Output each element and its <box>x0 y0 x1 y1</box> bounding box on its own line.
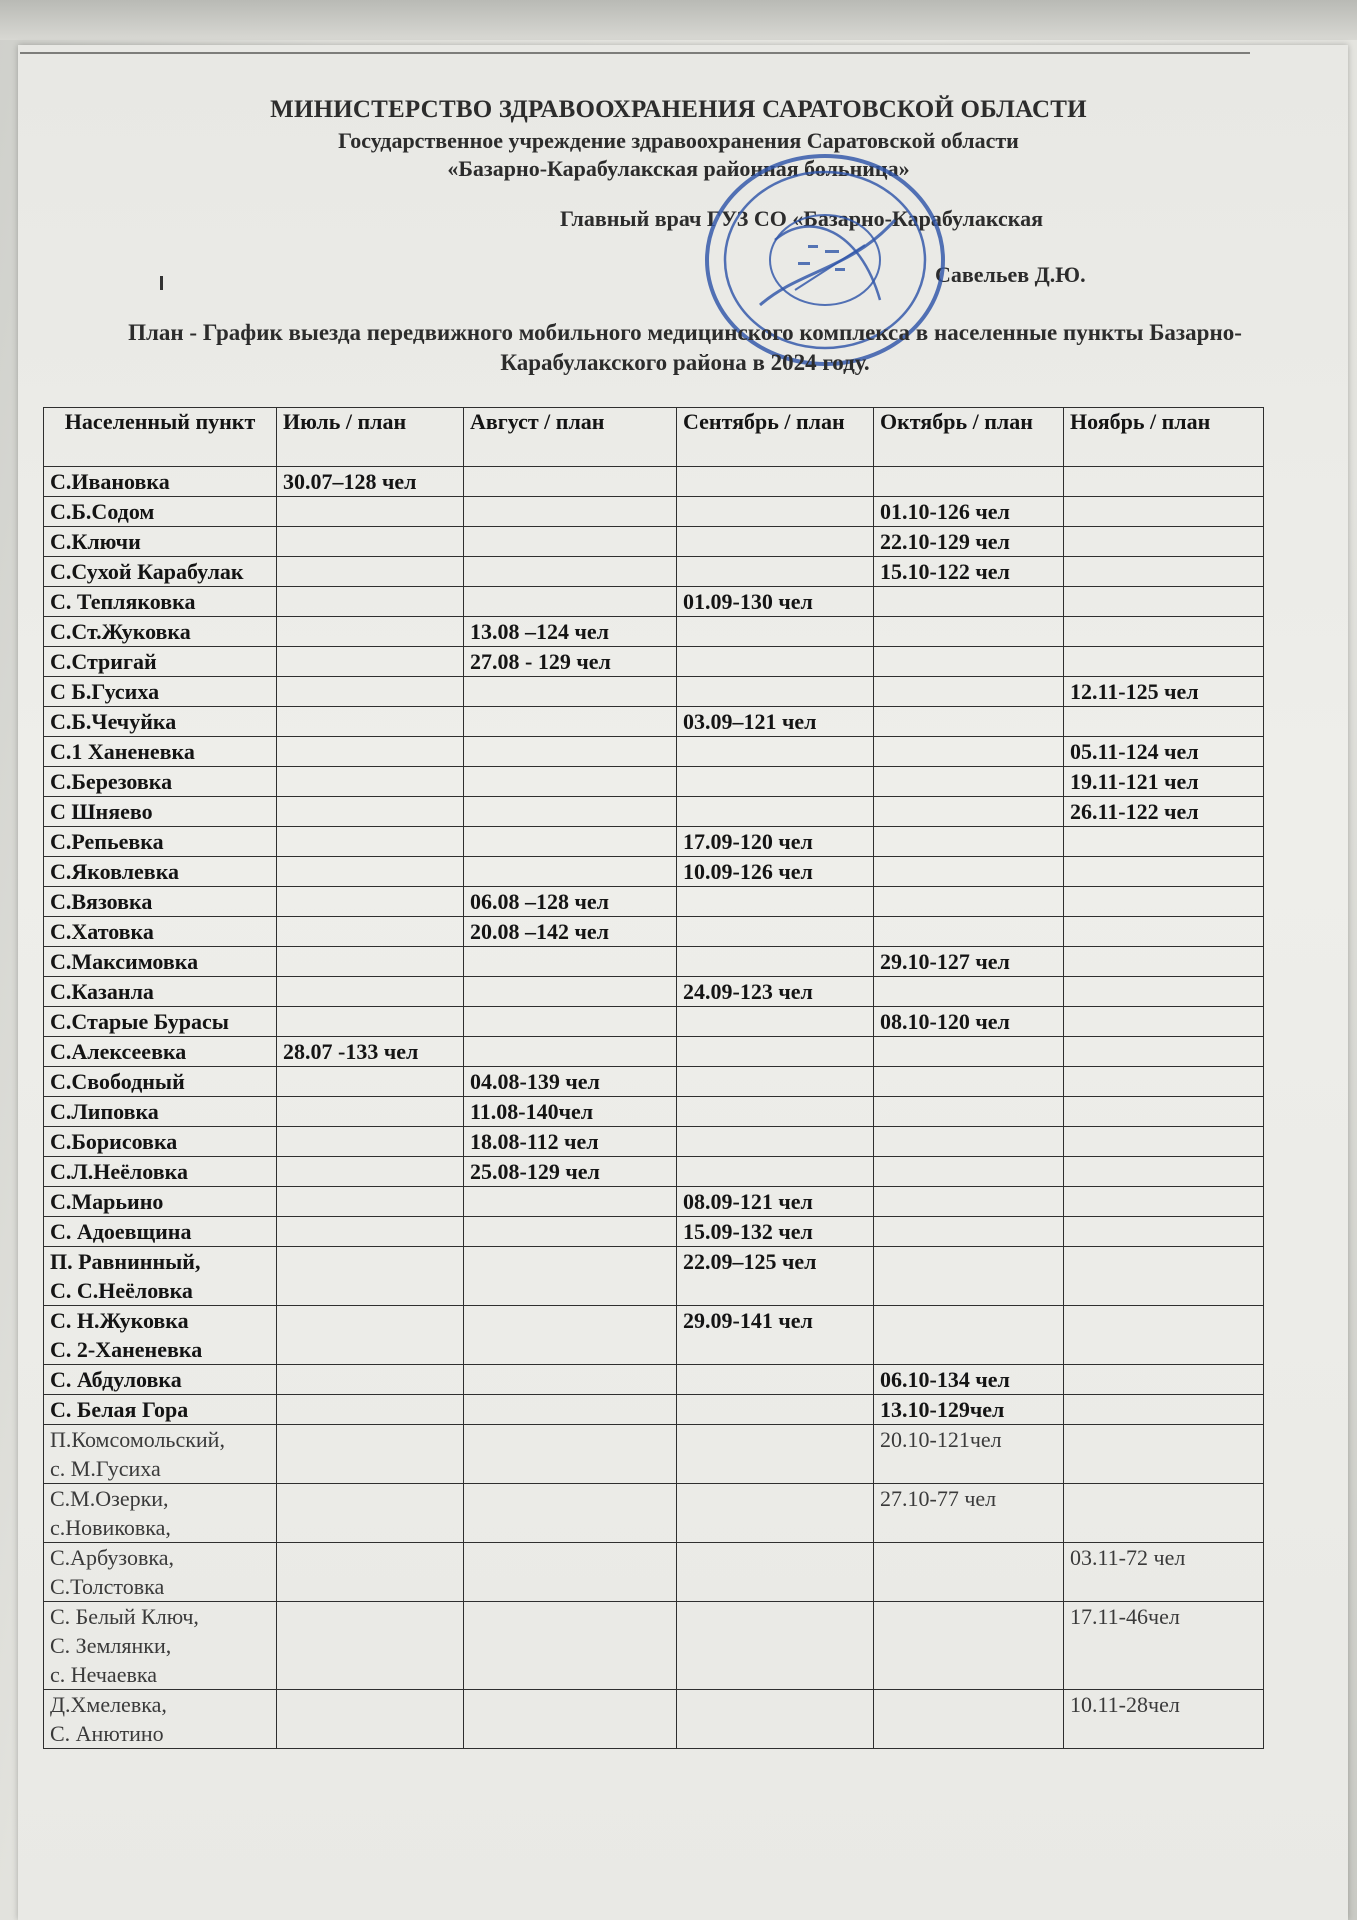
cell-november <box>1064 1217 1264 1247</box>
cell-september <box>677 557 874 587</box>
cell-november <box>1064 1187 1264 1217</box>
cell-november: 12.11-125 чел <box>1064 677 1264 707</box>
table-row <box>44 497 1264 527</box>
column-header-july: Июль / план <box>277 408 464 467</box>
cell-settlement: Д.Хмелевка, С. Анютино <box>44 1690 277 1749</box>
cell-august <box>464 767 677 797</box>
cell-august <box>464 1602 677 1690</box>
table-row <box>44 617 1264 647</box>
cell-november <box>1064 467 1264 497</box>
cell-september: 29.09-141 чел <box>677 1306 874 1365</box>
cell-settlement: П. Равнинный, С. С.Неёловка <box>44 1247 277 1306</box>
table-row <box>44 737 1264 767</box>
cell-august <box>464 587 677 617</box>
cell-november <box>1064 827 1264 857</box>
cell-september <box>677 1425 874 1484</box>
cell-november <box>1064 1484 1264 1543</box>
cell-november <box>1064 1007 1264 1037</box>
cell-august <box>464 1543 677 1602</box>
cell-october: 20.10-121чел <box>874 1425 1064 1484</box>
cell-september <box>677 1395 874 1425</box>
cell-settlement: С.Вязовка <box>44 887 277 917</box>
cell-september: 17.09-120 чел <box>677 827 874 857</box>
table-row <box>44 677 1264 707</box>
cell-october <box>874 767 1064 797</box>
cell-october <box>874 617 1064 647</box>
cell-october <box>874 1127 1064 1157</box>
table-row <box>44 1127 1264 1157</box>
cell-october <box>874 647 1064 677</box>
column-header-august: Август / план <box>464 408 677 467</box>
column-header-september: Сентябрь / план <box>677 408 874 467</box>
cell-september <box>677 1067 874 1097</box>
cell-october <box>874 1097 1064 1127</box>
table-row <box>44 1690 1264 1749</box>
top-shadow <box>0 0 1357 40</box>
cell-november <box>1064 1037 1264 1067</box>
ministry-title: МИНИСТЕРСТВО ЗДРАВООХРАНЕНИЯ САРАТОВСКОЙ ОБЛАСТИ <box>270 96 1087 123</box>
cell-august: 04.08-139 чел <box>464 1067 677 1097</box>
cell-july <box>277 827 464 857</box>
table-row <box>44 1217 1264 1247</box>
cell-settlement: С.Арбузовка, С.Толстовка <box>44 1543 277 1602</box>
table-row <box>44 797 1264 827</box>
cell-october: 22.10-129 чел <box>874 527 1064 557</box>
cell-september <box>677 497 874 527</box>
cell-september <box>677 1484 874 1543</box>
cell-august: 13.08 –124 чел <box>464 617 677 647</box>
cell-november <box>1064 1247 1264 1306</box>
table-row <box>44 1247 1264 1306</box>
cell-september <box>677 1365 874 1395</box>
table-row <box>44 1097 1264 1127</box>
cell-july: 30.07–128 чел <box>277 467 464 497</box>
cell-july: 28.07 -133 чел <box>277 1037 464 1067</box>
cell-september: 15.09-132 чел <box>677 1217 874 1247</box>
cell-settlement: С.Алексеевка <box>44 1037 277 1067</box>
cell-august: 25.08-129 чел <box>464 1157 677 1187</box>
table-row <box>44 887 1264 917</box>
cell-september <box>677 1602 874 1690</box>
table-row <box>44 1157 1264 1187</box>
cell-august: 27.08 - 129 чел <box>464 647 677 677</box>
cell-july <box>277 1067 464 1097</box>
cell-october <box>874 677 1064 707</box>
cell-september: 10.09-126 чел <box>677 857 874 887</box>
cell-november <box>1064 1097 1264 1127</box>
cell-july <box>277 917 464 947</box>
cell-october: 27.10-77 чел <box>874 1484 1064 1543</box>
cell-november <box>1064 1157 1264 1187</box>
cell-october <box>874 917 1064 947</box>
cell-july <box>277 647 464 677</box>
table-row <box>44 707 1264 737</box>
cell-settlement: С.Старые Бурасы <box>44 1007 277 1037</box>
cell-november: 10.11-28чел <box>1064 1690 1264 1749</box>
table-row <box>44 1425 1264 1484</box>
cell-october: 15.10-122 чел <box>874 557 1064 587</box>
approval-signatory: Савельев Д.Ю. <box>935 262 1086 287</box>
cell-november <box>1064 527 1264 557</box>
cell-settlement: С.Марьино <box>44 1187 277 1217</box>
table-row <box>44 977 1264 1007</box>
cell-october: 29.10-127 чел <box>874 947 1064 977</box>
table-row <box>44 587 1264 617</box>
cell-august <box>464 677 677 707</box>
cell-september <box>677 797 874 827</box>
cell-settlement: С. Адоевщина <box>44 1217 277 1247</box>
cell-settlement: С.Ст.Жуковка <box>44 617 277 647</box>
table-row <box>44 1306 1264 1365</box>
cell-november: 26.11-122 чел <box>1064 797 1264 827</box>
table-row <box>44 1543 1264 1602</box>
cell-september <box>677 1097 874 1127</box>
cell-settlement: С.Б.Содом <box>44 497 277 527</box>
cell-september: 01.09-130 чел <box>677 587 874 617</box>
cell-october <box>874 737 1064 767</box>
table-row <box>44 857 1264 887</box>
cell-september <box>677 677 874 707</box>
cell-july <box>277 1157 464 1187</box>
cell-july <box>277 977 464 1007</box>
cell-october <box>874 887 1064 917</box>
cell-november <box>1064 497 1264 527</box>
cell-september: 22.09–125 чел <box>677 1247 874 1306</box>
cell-settlement: С.Березовка <box>44 767 277 797</box>
schedule-table <box>43 407 1264 1749</box>
cell-settlement: С.Хатовка <box>44 917 277 947</box>
cell-september <box>677 1007 874 1037</box>
cell-november <box>1064 857 1264 887</box>
cell-july <box>277 587 464 617</box>
cell-july <box>277 1097 464 1127</box>
cell-july <box>277 857 464 887</box>
cell-october <box>874 1602 1064 1690</box>
table-row <box>44 767 1264 797</box>
institution-line: Государственное учреждение здравоохранения Саратовской области <box>338 128 1019 153</box>
cell-july <box>277 497 464 527</box>
cell-settlement: П.Комсомольский, с. М.Гусиха <box>44 1425 277 1484</box>
cell-october <box>874 1247 1064 1306</box>
cell-november <box>1064 557 1264 587</box>
table-row <box>44 1484 1264 1543</box>
cell-november <box>1064 1306 1264 1365</box>
cell-august <box>464 857 677 887</box>
cell-settlement: С.Стригай <box>44 647 277 677</box>
cell-november <box>1064 707 1264 737</box>
cell-august <box>464 977 677 1007</box>
cell-november <box>1064 917 1264 947</box>
cell-settlement: С Б.Гусиха <box>44 677 277 707</box>
cell-september: 03.09–121 чел <box>677 707 874 737</box>
cell-november: 17.11-46чел <box>1064 1602 1264 1690</box>
cell-july <box>277 677 464 707</box>
cell-august <box>464 527 677 557</box>
cell-september <box>677 647 874 677</box>
cell-august <box>464 707 677 737</box>
cell-august <box>464 467 677 497</box>
cell-october <box>874 1187 1064 1217</box>
cell-november <box>1064 617 1264 647</box>
cell-august <box>464 827 677 857</box>
cell-settlement: С.Ивановка <box>44 467 277 497</box>
cell-settlement: С. Белый Ключ, С. Землянки, с. Нечаевка <box>44 1602 277 1690</box>
cell-november <box>1064 1395 1264 1425</box>
cell-october <box>874 977 1064 1007</box>
cell-settlement: С.Л.Неёловка <box>44 1157 277 1187</box>
approval-position: Главный врач ГУЗ СО «Базарно-Карабулакская <box>560 206 1043 231</box>
cell-settlement: С. Тепляковка <box>44 587 277 617</box>
cell-september: 24.09-123 чел <box>677 977 874 1007</box>
cell-november: 05.11-124 чел <box>1064 737 1264 767</box>
cell-august <box>464 1365 677 1395</box>
cell-july <box>277 1543 464 1602</box>
cell-october <box>874 1037 1064 1067</box>
cell-july <box>277 737 464 767</box>
cell-settlement: С.Липовка <box>44 1097 277 1127</box>
cell-august <box>464 947 677 977</box>
cell-july <box>277 1247 464 1306</box>
cell-august <box>464 1007 677 1037</box>
cell-settlement: С.М.Озерки, с.Новиковка, <box>44 1484 277 1543</box>
cell-settlement: С. Белая Гора <box>44 1395 277 1425</box>
cell-september <box>677 1127 874 1157</box>
cell-october: 08.10-120 чел <box>874 1007 1064 1037</box>
plan-title: План - График выезда передвижного мобильного медицинского комплекса в населенные пункты Базарно-Карабулакского района в 2024 году. <box>128 320 1242 375</box>
cell-july <box>277 947 464 977</box>
cell-november <box>1064 1425 1264 1484</box>
cell-july <box>277 527 464 557</box>
cell-july <box>277 1306 464 1365</box>
cell-september <box>677 467 874 497</box>
schedule-body <box>44 467 1264 1749</box>
cell-july <box>277 1217 464 1247</box>
table-row <box>44 557 1264 587</box>
cell-november <box>1064 587 1264 617</box>
cell-october <box>874 857 1064 887</box>
cell-october <box>874 467 1064 497</box>
cell-september <box>677 887 874 917</box>
table-row <box>44 1037 1264 1067</box>
cell-july <box>277 617 464 647</box>
cell-settlement: С.Борисовка <box>44 1127 277 1157</box>
cell-september <box>677 617 874 647</box>
cell-settlement: С.1 Ханеневка <box>44 737 277 767</box>
top-rule <box>20 52 1250 54</box>
cell-settlement: С.Свободный <box>44 1067 277 1097</box>
cell-settlement: С.Казанла <box>44 977 277 1007</box>
column-header-november: Ноябрь / план <box>1064 408 1264 467</box>
cell-settlement: С.Сухой Карабулак <box>44 557 277 587</box>
cell-august <box>464 497 677 527</box>
cell-october <box>874 1067 1064 1097</box>
cell-july <box>277 1690 464 1749</box>
cell-september <box>677 1543 874 1602</box>
cell-july <box>277 1007 464 1037</box>
cell-october <box>874 587 1064 617</box>
cell-august <box>464 1247 677 1306</box>
table-row <box>44 827 1264 857</box>
cell-july <box>277 707 464 737</box>
cell-november <box>1064 947 1264 977</box>
cell-october <box>874 1543 1064 1602</box>
cell-september <box>677 737 874 767</box>
cell-july <box>277 557 464 587</box>
cell-august <box>464 1484 677 1543</box>
margin-mark <box>160 276 163 290</box>
cell-july <box>277 767 464 797</box>
cell-july <box>277 1127 464 1157</box>
cell-september <box>677 767 874 797</box>
cell-august: 20.08 –142 чел <box>464 917 677 947</box>
table-row <box>44 917 1264 947</box>
cell-november <box>1064 647 1264 677</box>
cell-november <box>1064 1067 1264 1097</box>
table-row <box>44 467 1264 497</box>
cell-settlement: С.Яковлевка <box>44 857 277 887</box>
table-row <box>44 1365 1264 1395</box>
cell-august <box>464 1395 677 1425</box>
cell-september: 08.09-121 чел <box>677 1187 874 1217</box>
cell-november <box>1064 1127 1264 1157</box>
cell-august <box>464 1306 677 1365</box>
table-row <box>44 1395 1264 1425</box>
cell-july <box>277 1395 464 1425</box>
cell-settlement: С. Н.Жуковка С. 2-Ханеневка <box>44 1306 277 1365</box>
cell-september <box>677 1157 874 1187</box>
cell-october: 06.10-134 чел <box>874 1365 1064 1395</box>
cell-september <box>677 947 874 977</box>
cell-september <box>677 1690 874 1749</box>
cell-october <box>874 707 1064 737</box>
cell-august: 11.08-140чел <box>464 1097 677 1127</box>
cell-settlement: С. Абдуловка <box>44 1365 277 1395</box>
cell-august <box>464 737 677 767</box>
cell-settlement: С.Максимовка <box>44 947 277 977</box>
cell-july <box>277 1187 464 1217</box>
table-row <box>44 1602 1264 1690</box>
cell-july <box>277 1425 464 1484</box>
cell-august <box>464 557 677 587</box>
column-header-settlement: Населенный пункт <box>44 408 277 467</box>
cell-settlement: С.Репьевка <box>44 827 277 857</box>
cell-october <box>874 1306 1064 1365</box>
cell-november: 19.11-121 чел <box>1064 767 1264 797</box>
cell-september <box>677 1037 874 1067</box>
cell-september <box>677 527 874 557</box>
cell-august <box>464 1690 677 1749</box>
cell-october <box>874 1157 1064 1187</box>
cell-august <box>464 1187 677 1217</box>
cell-august <box>464 1425 677 1484</box>
cell-settlement: С.Ключи <box>44 527 277 557</box>
cell-august: 06.08 –128 чел <box>464 887 677 917</box>
cell-november <box>1064 1365 1264 1395</box>
cell-july <box>277 797 464 827</box>
cell-november <box>1064 977 1264 1007</box>
cell-august: 18.08-112 чел <box>464 1127 677 1157</box>
cell-settlement: С Шняево <box>44 797 277 827</box>
cell-october: 13.10-129чел <box>874 1395 1064 1425</box>
cell-july <box>277 1602 464 1690</box>
cell-august <box>464 1037 677 1067</box>
table-row <box>44 647 1264 677</box>
hospital-name: «Базарно-Карабулакская районная больница» <box>447 156 910 181</box>
table-row <box>44 527 1264 557</box>
cell-july <box>277 1484 464 1543</box>
cell-july <box>277 887 464 917</box>
table-row <box>44 947 1264 977</box>
cell-october <box>874 1690 1064 1749</box>
cell-october <box>874 1217 1064 1247</box>
cell-october: 01.10-126 чел <box>874 497 1064 527</box>
cell-october <box>874 827 1064 857</box>
cell-august <box>464 797 677 827</box>
cell-october <box>874 797 1064 827</box>
cell-august <box>464 1217 677 1247</box>
cell-september <box>677 917 874 947</box>
table-header-row <box>44 408 1264 467</box>
table-row <box>44 1187 1264 1217</box>
cell-settlement: С.Б.Чечуйка <box>44 707 277 737</box>
cell-july <box>277 1365 464 1395</box>
cell-november: 03.11-72 чел <box>1064 1543 1264 1602</box>
table-row <box>44 1067 1264 1097</box>
column-header-october: Октябрь / план <box>874 408 1064 467</box>
table-row <box>44 1007 1264 1037</box>
cell-november <box>1064 887 1264 917</box>
